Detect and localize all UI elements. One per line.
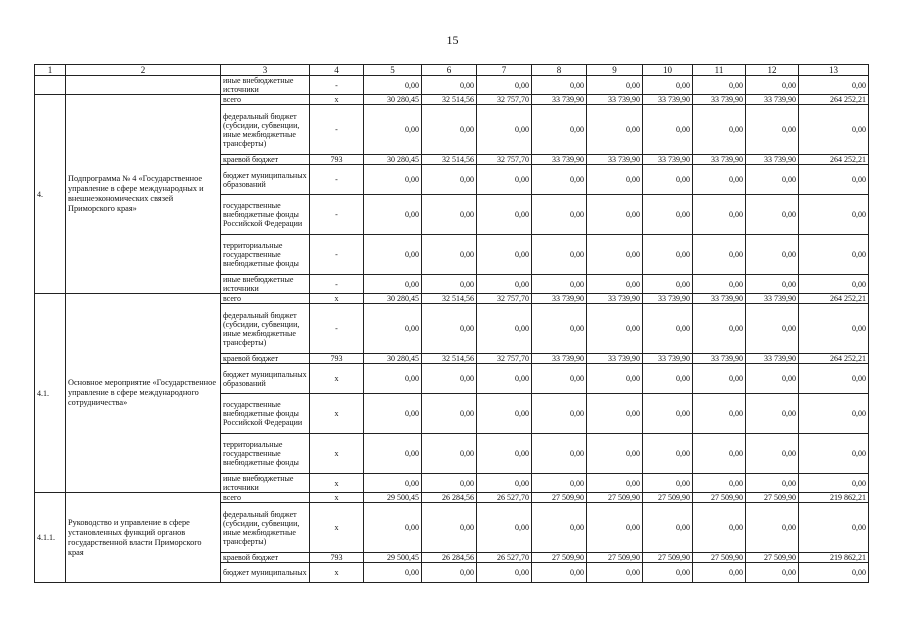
amount-cell: 0,00: [477, 235, 532, 275]
amount-cell: 0,00: [532, 165, 587, 195]
amount-cell: 0,00: [364, 364, 422, 394]
table-header: [35, 65, 869, 76]
row-code: 4.: [35, 95, 66, 294]
amount-cell: 0,00: [799, 105, 869, 155]
column-header: 5: [364, 65, 422, 76]
budget-code: -: [310, 235, 364, 275]
column-header: 12: [746, 65, 799, 76]
column-header: 8: [532, 65, 587, 76]
amount-cell: 32 757,70: [477, 155, 532, 165]
amount-cell: 0,00: [364, 503, 422, 553]
amount-cell: 0,00: [364, 434, 422, 474]
budget-code: x: [310, 493, 364, 503]
amount-cell: 0,00: [477, 165, 532, 195]
amount-cell: 0,00: [532, 474, 587, 493]
amount-cell: 0,00: [587, 76, 643, 95]
amount-cell: 32 514,56: [422, 95, 477, 105]
amount-cell: 0,00: [693, 76, 746, 95]
amount-cell: 0,00: [693, 195, 746, 235]
amount-cell: 0,00: [587, 364, 643, 394]
amount-cell: 0,00: [422, 165, 477, 195]
amount-cell: 0,00: [746, 195, 799, 235]
budget-table: [34, 64, 869, 583]
amount-cell: 30 280,45: [364, 354, 422, 364]
page-number: 15: [446, 33, 459, 47]
amount-cell: 29 500,45: [364, 553, 422, 563]
amount-cell: 27 509,90: [693, 493, 746, 503]
funding-source: территориальные государственные внебюджетные фонды: [221, 235, 310, 275]
amount-cell: 0,00: [746, 105, 799, 155]
budget-code: x: [310, 95, 364, 105]
amount-cell: 264 252,21: [799, 354, 869, 364]
amount-cell: 0,00: [477, 76, 532, 95]
amount-cell: 32 514,56: [422, 294, 477, 304]
amount-cell: 32 757,70: [477, 294, 532, 304]
amount-cell: 33 739,90: [587, 294, 643, 304]
amount-cell: 0,00: [643, 275, 693, 294]
row-code: 4.1.1.: [35, 493, 66, 583]
funding-source: федеральный бюджет (субсидии, субвенции, иные межбюджетные трансферты): [221, 304, 310, 354]
amount-cell: 0,00: [587, 275, 643, 294]
amount-cell: 0,00: [587, 394, 643, 434]
amount-cell: 0,00: [746, 394, 799, 434]
amount-cell: 0,00: [532, 503, 587, 553]
table-body: [35, 76, 869, 583]
amount-cell: 0,00: [799, 394, 869, 434]
amount-cell: 27 509,90: [746, 493, 799, 503]
amount-cell: 30 280,45: [364, 294, 422, 304]
funding-source: всего: [221, 493, 310, 503]
column-header: 6: [422, 65, 477, 76]
funding-source: федеральный бюджет (субсидии, субвенции, иные межбюджетные трансферты): [221, 105, 310, 155]
amount-cell: 0,00: [693, 474, 746, 493]
amount-cell: 33 739,90: [532, 354, 587, 364]
funding-source: иные внебюджетные источники: [221, 275, 310, 294]
amount-cell: 0,00: [746, 563, 799, 583]
amount-cell: 0,00: [746, 76, 799, 95]
amount-cell: 0,00: [693, 304, 746, 354]
amount-cell: 33 739,90: [693, 95, 746, 105]
budget-code: -: [310, 105, 364, 155]
funding-source: бюджет муниципальных образований: [221, 165, 310, 195]
amount-cell: 29 500,45: [364, 493, 422, 503]
amount-cell: 30 280,45: [364, 155, 422, 165]
amount-cell: 0,00: [422, 105, 477, 155]
amount-cell: 264 252,21: [799, 95, 869, 105]
amount-cell: 0,00: [643, 364, 693, 394]
amount-cell: 0,00: [422, 235, 477, 275]
budget-code: -: [310, 76, 364, 95]
amount-cell: 0,00: [477, 503, 532, 553]
amount-cell: 0,00: [799, 503, 869, 553]
amount-cell: 27 509,90: [746, 553, 799, 563]
amount-cell: 0,00: [364, 76, 422, 95]
column-header: 13: [799, 65, 869, 76]
amount-cell: 0,00: [643, 474, 693, 493]
amount-cell: 0,00: [364, 235, 422, 275]
amount-cell: 27 509,90: [587, 493, 643, 503]
amount-cell: 0,00: [477, 434, 532, 474]
amount-cell: 0,00: [532, 235, 587, 275]
header-row: [35, 65, 869, 76]
amount-cell: 0,00: [693, 105, 746, 155]
amount-cell: 264 252,21: [799, 294, 869, 304]
amount-cell: 0,00: [643, 304, 693, 354]
funding-source: краевой бюджет: [221, 354, 310, 364]
column-header: 7: [477, 65, 532, 76]
amount-cell: 219 862,21: [799, 553, 869, 563]
row-name: Основное мероприятие «Государственное управление в сфере международного сотрудничества»: [66, 294, 221, 493]
amount-cell: 0,00: [422, 195, 477, 235]
column-header: 10: [643, 65, 693, 76]
amount-cell: 33 739,90: [746, 155, 799, 165]
amount-cell: 0,00: [643, 105, 693, 155]
amount-cell: 33 739,90: [643, 95, 693, 105]
amount-cell: 0,00: [746, 474, 799, 493]
amount-cell: 0,00: [799, 304, 869, 354]
funding-source: иные внебюджетные источники: [221, 76, 310, 95]
column-header: 3: [221, 65, 310, 76]
amount-cell: 27 509,90: [532, 553, 587, 563]
amount-cell: 0,00: [746, 434, 799, 474]
amount-cell: 219 862,21: [799, 493, 869, 503]
funding-source: краевой бюджет: [221, 155, 310, 165]
amount-cell: 33 739,90: [693, 294, 746, 304]
amount-cell: 0,00: [477, 474, 532, 493]
amount-cell: 0,00: [587, 105, 643, 155]
amount-cell: 27 509,90: [643, 553, 693, 563]
amount-cell: 0,00: [364, 304, 422, 354]
amount-cell: 0,00: [799, 364, 869, 394]
budget-code: x: [310, 364, 364, 394]
amount-cell: 0,00: [532, 364, 587, 394]
amount-cell: 0,00: [477, 563, 532, 583]
amount-cell: 0,00: [532, 563, 587, 583]
amount-cell: 30 280,45: [364, 95, 422, 105]
amount-cell: 27 509,90: [693, 553, 746, 563]
amount-cell: 0,00: [643, 503, 693, 553]
budget-code: -: [310, 165, 364, 195]
amount-cell: 0,00: [643, 76, 693, 95]
amount-cell: 0,00: [587, 474, 643, 493]
amount-cell: 33 739,90: [587, 354, 643, 364]
amount-cell: 0,00: [643, 195, 693, 235]
table-row: [35, 95, 869, 105]
amount-cell: 0,00: [422, 364, 477, 394]
amount-cell: 0,00: [532, 105, 587, 155]
amount-cell: 0,00: [364, 394, 422, 434]
amount-cell: 27 509,90: [532, 493, 587, 503]
amount-cell: 0,00: [799, 474, 869, 493]
amount-cell: 33 739,90: [532, 155, 587, 165]
amount-cell: 32 757,70: [477, 354, 532, 364]
funding-source: всего: [221, 294, 310, 304]
table-row: [35, 493, 869, 503]
amount-cell: 0,00: [422, 275, 477, 294]
amount-cell: 33 739,90: [746, 95, 799, 105]
budget-code: 793: [310, 155, 364, 165]
amount-cell: 32 757,70: [477, 95, 532, 105]
row-code: 4.1.: [35, 294, 66, 493]
amount-cell: 0,00: [643, 165, 693, 195]
amount-cell: 0,00: [587, 195, 643, 235]
amount-cell: 33 739,90: [587, 95, 643, 105]
amount-cell: 0,00: [799, 76, 869, 95]
amount-cell: 0,00: [587, 165, 643, 195]
amount-cell: 0,00: [532, 275, 587, 294]
amount-cell: 0,00: [364, 275, 422, 294]
budget-code: x: [310, 503, 364, 553]
amount-cell: 0,00: [799, 275, 869, 294]
amount-cell: 0,00: [477, 275, 532, 294]
amount-cell: 0,00: [643, 394, 693, 434]
column-header: 11: [693, 65, 746, 76]
amount-cell: 0,00: [532, 304, 587, 354]
amount-cell: 0,00: [693, 275, 746, 294]
amount-cell: 0,00: [693, 235, 746, 275]
column-header: 9: [587, 65, 643, 76]
budget-code: 793: [310, 553, 364, 563]
amount-cell: 0,00: [364, 165, 422, 195]
budget-code: x: [310, 474, 364, 493]
amount-cell: 33 739,90: [587, 155, 643, 165]
amount-cell: 0,00: [532, 394, 587, 434]
amount-cell: 33 739,90: [746, 294, 799, 304]
amount-cell: 0,00: [693, 503, 746, 553]
amount-cell: 33 739,90: [643, 354, 693, 364]
amount-cell: 33 739,90: [693, 354, 746, 364]
amount-cell: 0,00: [532, 195, 587, 235]
amount-cell: 0,00: [364, 195, 422, 235]
amount-cell: 33 739,90: [693, 155, 746, 165]
budget-code: x: [310, 294, 364, 304]
amount-cell: 0,00: [532, 76, 587, 95]
amount-cell: 0,00: [587, 563, 643, 583]
amount-cell: 0,00: [422, 76, 477, 95]
amount-cell: 0,00: [587, 503, 643, 553]
amount-cell: 0,00: [587, 235, 643, 275]
amount-cell: 27 509,90: [643, 493, 693, 503]
row-name: Руководство и управление в сфере установленных функций органов государственной власти Приморского края: [66, 493, 221, 583]
amount-cell: 27 509,90: [587, 553, 643, 563]
amount-cell: 0,00: [746, 275, 799, 294]
amount-cell: 0,00: [746, 235, 799, 275]
funding-source: иные внебюджетные источники: [221, 474, 310, 493]
amount-cell: 0,00: [422, 304, 477, 354]
budget-code: -: [310, 195, 364, 235]
amount-cell: 0,00: [532, 434, 587, 474]
budget-code: -: [310, 304, 364, 354]
amount-cell: 0,00: [587, 304, 643, 354]
amount-cell: 33 739,90: [643, 294, 693, 304]
amount-cell: 0,00: [693, 364, 746, 394]
amount-cell: 0,00: [422, 474, 477, 493]
amount-cell: 33 739,90: [746, 354, 799, 364]
amount-cell: 0,00: [643, 235, 693, 275]
amount-cell: 0,00: [364, 105, 422, 155]
amount-cell: 0,00: [643, 434, 693, 474]
amount-cell: 0,00: [422, 503, 477, 553]
amount-cell: 0,00: [422, 394, 477, 434]
amount-cell: 0,00: [799, 235, 869, 275]
amount-cell: 0,00: [477, 105, 532, 155]
amount-cell: 0,00: [477, 394, 532, 434]
funding-source: бюджет муниципальных: [221, 563, 310, 583]
budget-code: -: [310, 275, 364, 294]
budget-code: x: [310, 434, 364, 474]
row-code: [35, 76, 66, 95]
funding-source: государственные внебюджетные фонды Российской Федерации: [221, 195, 310, 235]
row-name: Подпрограмма № 4 «Государственное управление в сфере международных и внешнеэкономических связей Приморского края»: [66, 95, 221, 294]
budget-code: 793: [310, 354, 364, 364]
amount-cell: 26 527,70: [477, 493, 532, 503]
funding-source: бюджет муниципальных образований: [221, 364, 310, 394]
amount-cell: 264 252,21: [799, 155, 869, 165]
column-header: 2: [66, 65, 221, 76]
budget-code: x: [310, 394, 364, 434]
amount-cell: 32 514,56: [422, 155, 477, 165]
amount-cell: 0,00: [422, 434, 477, 474]
amount-cell: 0,00: [799, 563, 869, 583]
amount-cell: 0,00: [693, 165, 746, 195]
amount-cell: 0,00: [746, 304, 799, 354]
amount-cell: 0,00: [477, 304, 532, 354]
table-row: [35, 294, 869, 304]
amount-cell: 0,00: [693, 434, 746, 474]
amount-cell: 0,00: [799, 165, 869, 195]
amount-cell: 26 284,56: [422, 553, 477, 563]
funding-source: краевой бюджет: [221, 553, 310, 563]
amount-cell: 0,00: [746, 503, 799, 553]
amount-cell: 0,00: [364, 563, 422, 583]
funding-source: территориальные государственные внебюджетные фонды: [221, 434, 310, 474]
amount-cell: 0,00: [799, 434, 869, 474]
amount-cell: 0,00: [477, 364, 532, 394]
amount-cell: 0,00: [477, 195, 532, 235]
column-header: 4: [310, 65, 364, 76]
amount-cell: 0,00: [587, 434, 643, 474]
column-header: 1: [35, 65, 66, 76]
row-name: [66, 76, 221, 95]
amount-cell: 0,00: [746, 364, 799, 394]
amount-cell: 26 284,56: [422, 493, 477, 503]
amount-cell: 0,00: [693, 394, 746, 434]
budget-code: x: [310, 563, 364, 583]
amount-cell: 26 527,70: [477, 553, 532, 563]
amount-cell: 33 739,90: [532, 95, 587, 105]
amount-cell: 33 739,90: [643, 155, 693, 165]
amount-cell: 32 514,56: [422, 354, 477, 364]
funding-source: всего: [221, 95, 310, 105]
amount-cell: 0,00: [643, 563, 693, 583]
funding-source: федеральный бюджет (субсидии, субвенции, иные межбюджетные трансферты): [221, 503, 310, 553]
amount-cell: 33 739,90: [532, 294, 587, 304]
amount-cell: 0,00: [799, 195, 869, 235]
table-row: [35, 76, 869, 95]
amount-cell: 0,00: [693, 563, 746, 583]
funding-source: государственные внебюджетные фонды Российской Федерации: [221, 394, 310, 434]
amount-cell: 0,00: [422, 563, 477, 583]
amount-cell: 0,00: [364, 474, 422, 493]
amount-cell: 0,00: [746, 165, 799, 195]
